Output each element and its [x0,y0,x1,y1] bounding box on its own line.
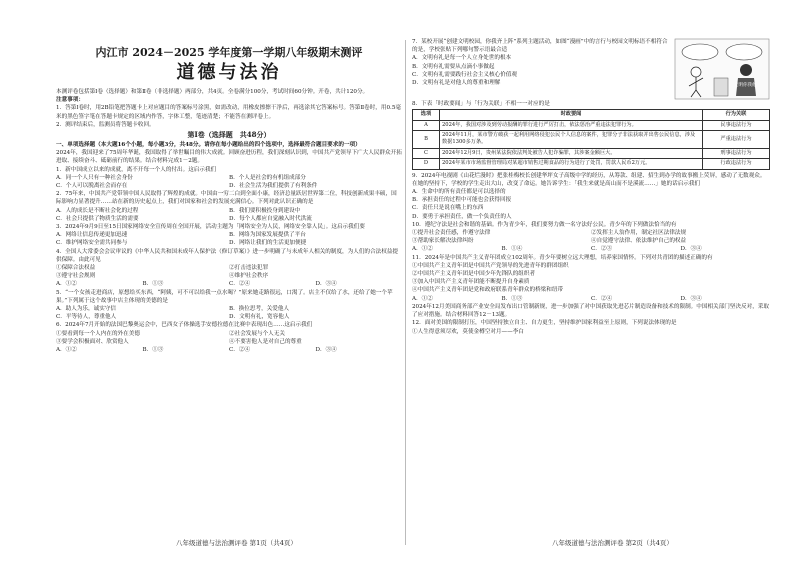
option: D．③④ [680,295,702,302]
question-material: 2024年，我国迎来了75周年华诞，我国取得了举世瞩目的伟大成就。回顾奋进历程，我们深刻认识到，中国共产党领导下广大人民群众开拓进取、接续奋斗、砥砺前行的结果。结合材料完成1－2题。 [56,150,402,165]
question-6-statements [56,330,402,346]
question-10-answers [412,245,770,253]
table-cell-option: C [413,148,440,158]
question-7-block [412,38,770,100]
statement: ②社会发展与个人无关 [229,330,285,337]
option: C．文明有礼需要践行社会主义核心价值观 [412,71,517,78]
option: D．③④ [315,281,337,288]
option: C．②④ [229,347,251,354]
question-4-answers [56,280,402,288]
question-4-statements [56,264,402,280]
option: D．③④ [680,246,702,253]
table-cell-news: 2024年，我国对涉及到劳动报酬的罪行进行严厉打击，依法惩治严重违法犯罪行为。 [440,120,703,130]
statement: ④不要害他人是对自己的尊重 [229,338,302,345]
option: D．每个人都应自觉融入时代洪流 [229,215,312,222]
page-footer: 八年级道德与法治测评卷 第2页（共4页） [552,539,673,547]
statement: ④自觉遵守法律、依法维护自己的权益 [591,238,687,245]
option: B．①④ [501,246,523,253]
option: B．我们要积极投身到建设中 [229,207,301,214]
question-10: 10．遵纪守法是社会和谐的基础。作为青少年，我们要努力做一名守法好公民。青少年的下列做法恰当的有 [412,221,677,228]
notes-title: 注意事项： [56,97,84,104]
question-7: 7．某校开展“创建文明校园，你我齐上阵”系列主题活动，如图“漫画”中的言行与校园文明标语不相符合的是，学校张贴下列哪句警示语最合适 [412,39,668,54]
statement: ③加入中国共产主义青年团能不断提升自身素质 [412,279,530,286]
option: D．社会生活为我们提供了有利条件 [229,183,318,190]
option: B．换位思考，关爱他人 [229,306,290,313]
option: B．网络为国家发展提供了平台 [229,232,306,239]
option: A．①② [412,295,433,302]
option: D．③④ [315,347,337,354]
page-footer: 八年级道德与法治测评卷 第1页（共4页） [176,539,297,547]
statement: ①保障合法权益 [56,265,96,272]
option: C．个人可以脱离社会而存在 [56,183,128,190]
question-3: 3．2024年9月9日至15日国家网络安全宣传周在全国开展，活动主题为「网络安全为人民，网络安全靠人民」。这启示我们要 [56,224,365,231]
option: C．平等待人，尊重他人 [56,314,117,321]
statement: ②发挥主人翁作用，制定社区法律法规 [591,230,687,237]
option: A．同一个人只有一种社会身份 [56,174,133,181]
section-title: 第Ⅰ卷（选择题 共48分） [187,130,271,140]
statement: ①提升社会责任感，作遵守法律 [412,230,491,237]
option: A．①② [412,246,433,253]
option: C．社会只提供了物质生活的需要 [56,215,139,222]
table-header: 选项 [413,110,440,120]
statement: ④维护社会秩序 [229,273,269,280]
question-6: 6．2024年7月开始的法国巴黎奥运会中，巴西女子体操选手安德拉德在比赛中表现出色……这启示我们 [56,322,313,329]
statement: ③要学会积极面对、欣赏他人 [56,338,129,345]
table-row [413,131,770,149]
question-11: 11．2024年是中国共产主义青年团成立102周年。青少年要树立远大理想，培养家国情怀。下列对共青团的描述正确的有 [412,254,713,261]
table-cell-news: 2024年11月，某市警方破获一起利用网络侵犯公民个人信息的案件，犯罪分子非法获取并出售公民信息，涉及数据1300多万条。 [440,131,703,149]
table-header: 行为关联 [703,110,770,120]
cartoon-caption: 文明你我他 [734,83,757,88]
option: B．个人是社会的有机组成部分 [229,174,306,181]
table-row [413,120,770,130]
table-cell-news: 2024年12月9日，贵州某法院依法判处被告人犯诈骗罪，其涉案金额巨大。 [440,148,703,158]
table-header-row [413,110,770,120]
statement: ①人生得意须尽欢，莫使金樽空对月——李白 [412,328,524,335]
statement: ③帮助家长解决法律纠纷 [412,238,474,245]
option: C．维护网络安全需共同参与 [56,240,128,247]
question-6-answers [56,346,402,354]
section-intro: 一、单项选择题（本大题16个小题，每小题3分，共48分。请你在每小题给出的四个选项中，选择最符合题目要求的一项） [56,142,361,149]
statement: ③遵守社会规则 [56,273,96,280]
option: A．生命中的所有责任都是可以选择的 [412,189,506,196]
option: A．①② [56,281,77,288]
question-1: 1．新中国成立以来的成就，离不开每一个人的付出。这启示我们 [56,166,217,173]
note-1: 1．答第Ⅰ卷时，用2B铅笔把答题卡上对应题目的答案标号涂黑，如需改动，用橡皮擦擦干净后，再选涂其它答案标号。答第Ⅱ卷时，用0.5毫米的黑色签字笔在答题卡规定的区域内作答，字体工整，笔迹清楚；不能答在测评卷上。 [56,105,401,120]
option: A．网络让信息传递更加迅速 [56,232,128,239]
option: B．①③ [501,295,523,302]
table-cell-option: D [413,159,440,169]
table-cell-relation: 严重违法行为 [703,131,770,149]
right-page [412,38,770,550]
question-10-statements [412,229,770,245]
table-row [413,148,770,158]
table-cell-relation: 民事违法行为 [703,120,770,130]
question-3-options [56,231,402,247]
question-9: 9．2024年电视剧《山花烂漫时》把张桂梅校长创建华坪女子高级中学的经历，从筹款、组建、招生到办学的故事搬上荧屏，感动了无数观众。在她的坚持下，学校的学生走出大山，改变了命运。她告诉学生：「我生来就是高山而不是溪流……」她的话启示我们 [412,172,766,187]
option: B．承担责任的过程中可能也会获得回报 [412,197,512,204]
statement: ①中国共产主义青年团是中国共产党领导的先进青年的群团组织 [412,262,569,269]
table-header: 时政要闻 [440,110,703,120]
cartoon-illustration [674,38,770,100]
exam-title: 内江市 2024－2025 学年度第一学期八年级期末测评 [95,46,363,59]
table-cell-option: A [413,120,440,130]
question-1-options [56,174,402,190]
option: B．①③ [142,281,164,288]
question-12-material: 2024年12月美国商务部产业安全局发布出口管制新规，进一步加强了对中国获取先进芯片制造设备和技术的限制。中国相关部门坚决反对，采取了应对措施。结合材料回答12－13题。 [412,303,769,319]
option: C．②④ [591,295,613,302]
question-5-options [56,305,402,321]
question-2: 2．75年来，中国共产党带领中国人民取得了辉煌的成就。中国由一穷二白到全面小康，经济总量跃居世界第二位，科技创新成果丰硕，国际影响力显著提升……站在新的历史起点上，我们对国家和社会的发展充满信心。下列对此认识正确的是 [56,191,397,206]
question-5: 5．“一个女孩走进商店，原想给买东西，“阿姨，可不可以给我一点水喝？”原来她走路很远，口渴了。店主不仅给了水，还给了她一个苹果。”下列属于这个故事中店主体现的美德的是 [56,289,393,304]
statement: ②中国共产主义青年团是中国少年先锋队的组织者 [412,271,536,278]
table-cell-option: B [413,131,440,149]
question-4: 4．全国人大常委会会议审议的《中华人民共和国未成年人保护法（修订草案）》进一步明确了与未成年人相关的制度，为人们的合法权益提供保障。由此可见 [56,248,398,263]
option: D．网络让我们的生活更加便捷 [229,240,307,247]
option: A．助人为乐，诚实守信 [56,306,116,313]
option: C．责任只是说在嘴上的东西 [412,205,484,212]
statement: ①要看到每一个人内在的外在美德 [56,330,140,337]
table-cell-relation: 刑事违法行为 [703,148,770,158]
question-12: 12．面对美国的限制打压，中国坚持独立自主、自力更生，坚持维护国家利益至上原则，下列说法体现的是 [412,320,677,327]
option: C．②④ [229,281,251,288]
question-2-options [56,207,402,223]
table-cell-relation: 行政违法行为 [703,159,770,169]
question-8: 8．下表「时政要闻」与「行为关联」不相一一对应的是 [412,101,550,107]
option: D．文明有礼，宽容他人 [229,314,290,321]
note-2: 2．测评结束后，监测员将答题卡收回。 [56,121,155,128]
table-cell-news: 2024年某市市场监督管理局对某超市销售过期食品的行为进行了处罚，罚款人民币2万元。 [440,159,703,169]
exam-intro: 本测评卷包括第Ⅰ卷（选择题）和第Ⅱ卷（非选择题）两部分，共4页。全卷满分100分，考试时间60分钟。开卷，共计120分。 [56,89,369,95]
option: B．①③ [142,347,164,354]
question-11-answers [412,295,770,303]
option: A．人的成长是不断社会化的过程 [56,207,139,214]
statement: ②打击违法犯罪 [229,265,269,272]
statement: ④中国共产主义青年团是党和政府联系青年群众的桥梁和纽带 [412,287,564,294]
table-row [413,159,770,169]
option: D．文明有礼是对他人的尊重和理解 [412,80,501,87]
option: A．①② [56,347,77,354]
subject-title: 道德与法治 [176,62,282,83]
option: A．文明有礼是每一个人立身处世的根本 [412,55,512,62]
column-divider [405,40,406,545]
left-page [56,38,402,550]
option: B．文明有礼需要从点滴小事做起 [412,63,495,70]
option: C．②③ [591,246,613,253]
option: D．要勇于承担责任，做一个负责任的人 [412,213,512,220]
question-8-table [412,109,770,169]
